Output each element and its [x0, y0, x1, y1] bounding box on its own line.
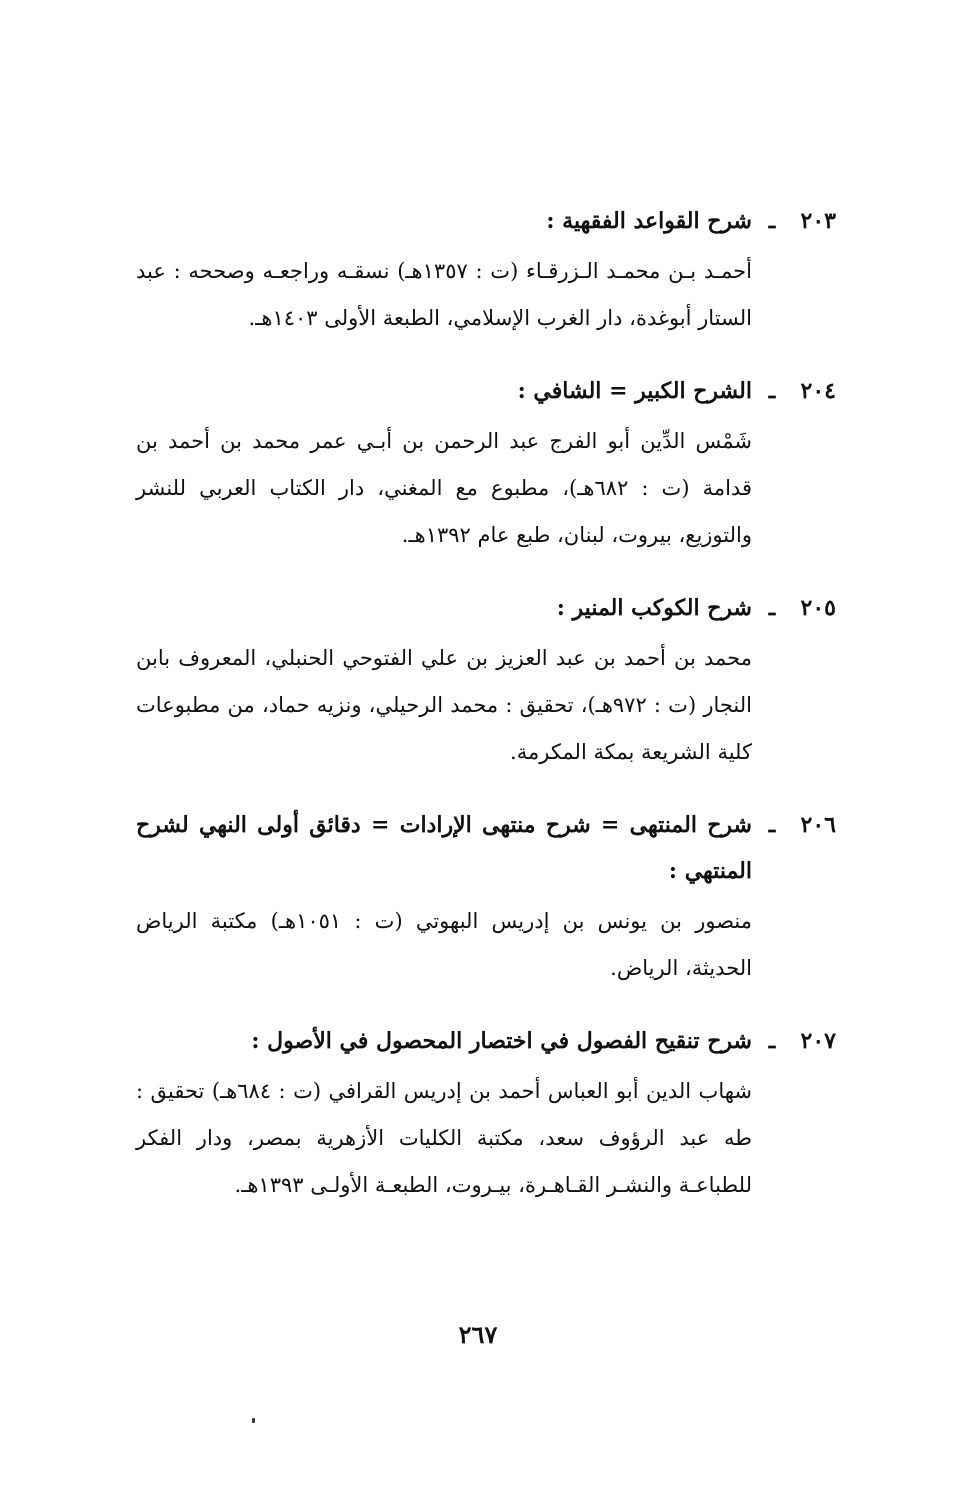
entry-body: شهاب الدين أبو العباس أحمد بن إدريس القرافي (ت : ٦٨٤هـ) تحقيق : طه عبد الرؤوف سعد، مكتبة الكليات الأزهرية بمصر، ودار الفكر للطباعـة والنشـر القـاهـرة، بيـروت، الطبعـة الأولـى ١٣٩٣هـ.: [136, 1079, 752, 1197]
entry-heading: [136, 802, 836, 894]
entry-heading: [136, 198, 836, 244]
bibliography-entry: [136, 368, 836, 559]
bibliography-entry: [136, 585, 836, 776]
entry-dash: ـ: [768, 208, 776, 234]
bibliography-entry: [136, 1018, 836, 1209]
entry-number: ٢٠٦: [800, 812, 836, 838]
entry-dash: ـ: [768, 812, 776, 838]
bibliography-entry: [136, 802, 836, 992]
entry-title: شرح القواعد الفقهية :: [546, 208, 752, 234]
entry-dash: ـ: [768, 1028, 776, 1054]
entry-body: منصور بن يونس بن إدريس البهوتي (ت : ١٠٥١هـ) مكتبة الرياض الحديثة، الرياض.: [136, 909, 753, 980]
entry-title: شرح الكوكب المنير :: [556, 595, 752, 621]
entry-title: شرح المنتهى = شرح منتهى الإرادات = دقائق أولى النهي لشرح المنتهي :: [136, 812, 752, 884]
entry-number: ٢٠٣: [800, 208, 836, 234]
page-number: ٢٦٧: [458, 1320, 498, 1349]
entry-heading: [136, 585, 836, 631]
entry-dash: ـ: [768, 378, 776, 404]
entry-number: ٢٠٥: [800, 595, 836, 621]
entry-heading: [136, 1018, 836, 1064]
ink-speck: [252, 1418, 255, 1423]
bibliography-entry: [136, 198, 836, 342]
entry-number: ٢٠٤: [800, 378, 836, 404]
entry-body: محمد بن أحمد بن عبد العزيز بن علي الفتوحي الحنبلي، المعروف بابن النجار (ت : ٩٧٢هـ)، تحقيق : محمد الرحيلي، ونزيه حماد، من مطبوعات كلية الشريعة بمكة المكرمة.: [136, 646, 752, 764]
entry-heading: [136, 368, 836, 414]
entry-title: الشرح الكبير = الشافي :: [517, 378, 752, 404]
entry-number: ٢٠٧: [800, 1028, 836, 1054]
entry-body: شَمْس الدِّين أبو الفرج عبد الرحمن بن أبـي عمر محمد بن أحمد بن قدامة (ت : ٦٨٢هـ)، مطبوع مع المغني، دار الكتاب العربي للنشر والتوزيع، بيروت، لبنان، طبع عام ١٣٩٢هـ.: [136, 429, 752, 547]
entry-dash: ـ: [768, 595, 776, 621]
bibliography-list: [136, 198, 836, 1235]
entry-title: شرح تنقيح الفصول في اختصار المحصول في الأصول :: [251, 1028, 752, 1054]
entry-body: أحمـد بـن محمـد الـزرقـاء (ت : ١٣٥٧هـ) نسقـه وراجعـه وصححه : عبد الستار أبوغدة، دار الغرب الإسلامي، الطبعة الأولى ١٤٠٣هـ.: [136, 259, 752, 330]
